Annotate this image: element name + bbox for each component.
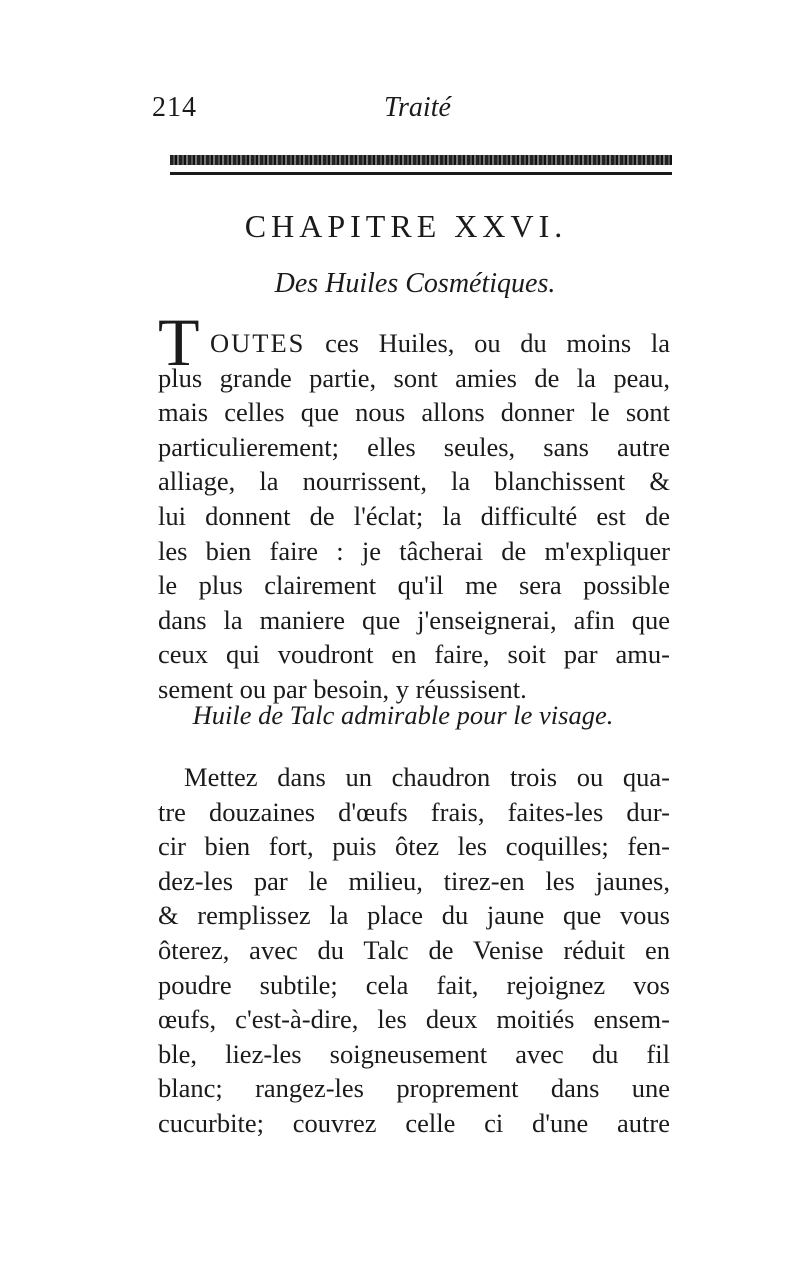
paragraph-line: Mettez dans un chaudron trois ou qua- — [184, 762, 670, 792]
paragraph-line: dez-les par le milieu, tirez-en les jaunes, — [158, 865, 670, 896]
paragraph-line: dans la maniere que j'enseignerai, afin que — [158, 604, 670, 635]
paragraph-intro — [158, 326, 670, 707]
paragraph-line: tre douzaines d'œufs frais, faites-les dur- — [158, 796, 670, 827]
paragraph-line: sement ou par besoin, y réussisent. — [158, 673, 527, 704]
paragraph-line: cucurbite; couvrez celle ci d'une autre — [158, 1107, 670, 1138]
paragraph-line: plus grande partie, sont amies de la peau, — [158, 362, 670, 393]
chapter-title: CHAPITRE XXVI. — [244, 208, 568, 244]
paragraph-line: ôterez, avec du Talc de Venise réduit en — [158, 934, 670, 965]
paragraph-line: poudre subtile; cela fait, rejoignez vos — [158, 969, 670, 1000]
first-line-text: ces Huiles, ou du moins la — [305, 328, 670, 358]
small-caps-word: OUTES — [210, 328, 306, 358]
paragraph-line — [158, 326, 670, 361]
paragraph-line: ble, liez-les soigneusement avec du fil — [158, 1038, 670, 1069]
paragraph-line: ceux qui voudront en faire, soit par amu- — [158, 639, 670, 670]
paragraph-line: blanc; rangez-les proprement dans une — [158, 1073, 670, 1104]
paragraph-line: alliage, la nourrissent, la blanchissent & — [158, 466, 670, 497]
section-title: Des Huiles Cosmétiques. — [274, 268, 556, 299]
recipe-heading: Huile de Talc admirable pour le visage. — [192, 700, 614, 730]
paragraph-line: particulierement; elles seules, sans autre — [158, 431, 670, 462]
ornamental-band — [170, 155, 672, 165]
paragraph-line: & remplissez la place du jaune que vous — [158, 900, 670, 931]
running-title: Traité — [384, 92, 451, 123]
header-rule — [170, 172, 672, 175]
paragraph-line: lui donnent de l'éclat; la difficulté est de — [158, 500, 670, 531]
paragraph-line: cir bien fort, puis ôtez les coquilles; fen- — [158, 831, 670, 862]
paragraph-line: mais celles que nous allons donner le sont — [158, 397, 670, 428]
paragraph-line: le plus clairement qu'il me sera possible — [158, 570, 670, 601]
paragraph-recipe — [158, 760, 670, 1141]
paragraph-line: œufs, c'est-à-dire, les deux moitiés ensem- — [158, 1004, 670, 1035]
paragraph-line: les bien faire : je tâcherai de m'expliquer — [158, 535, 670, 566]
page-header — [152, 92, 672, 132]
drop-cap: T — [158, 304, 200, 380]
page-number: 214 — [152, 92, 197, 123]
